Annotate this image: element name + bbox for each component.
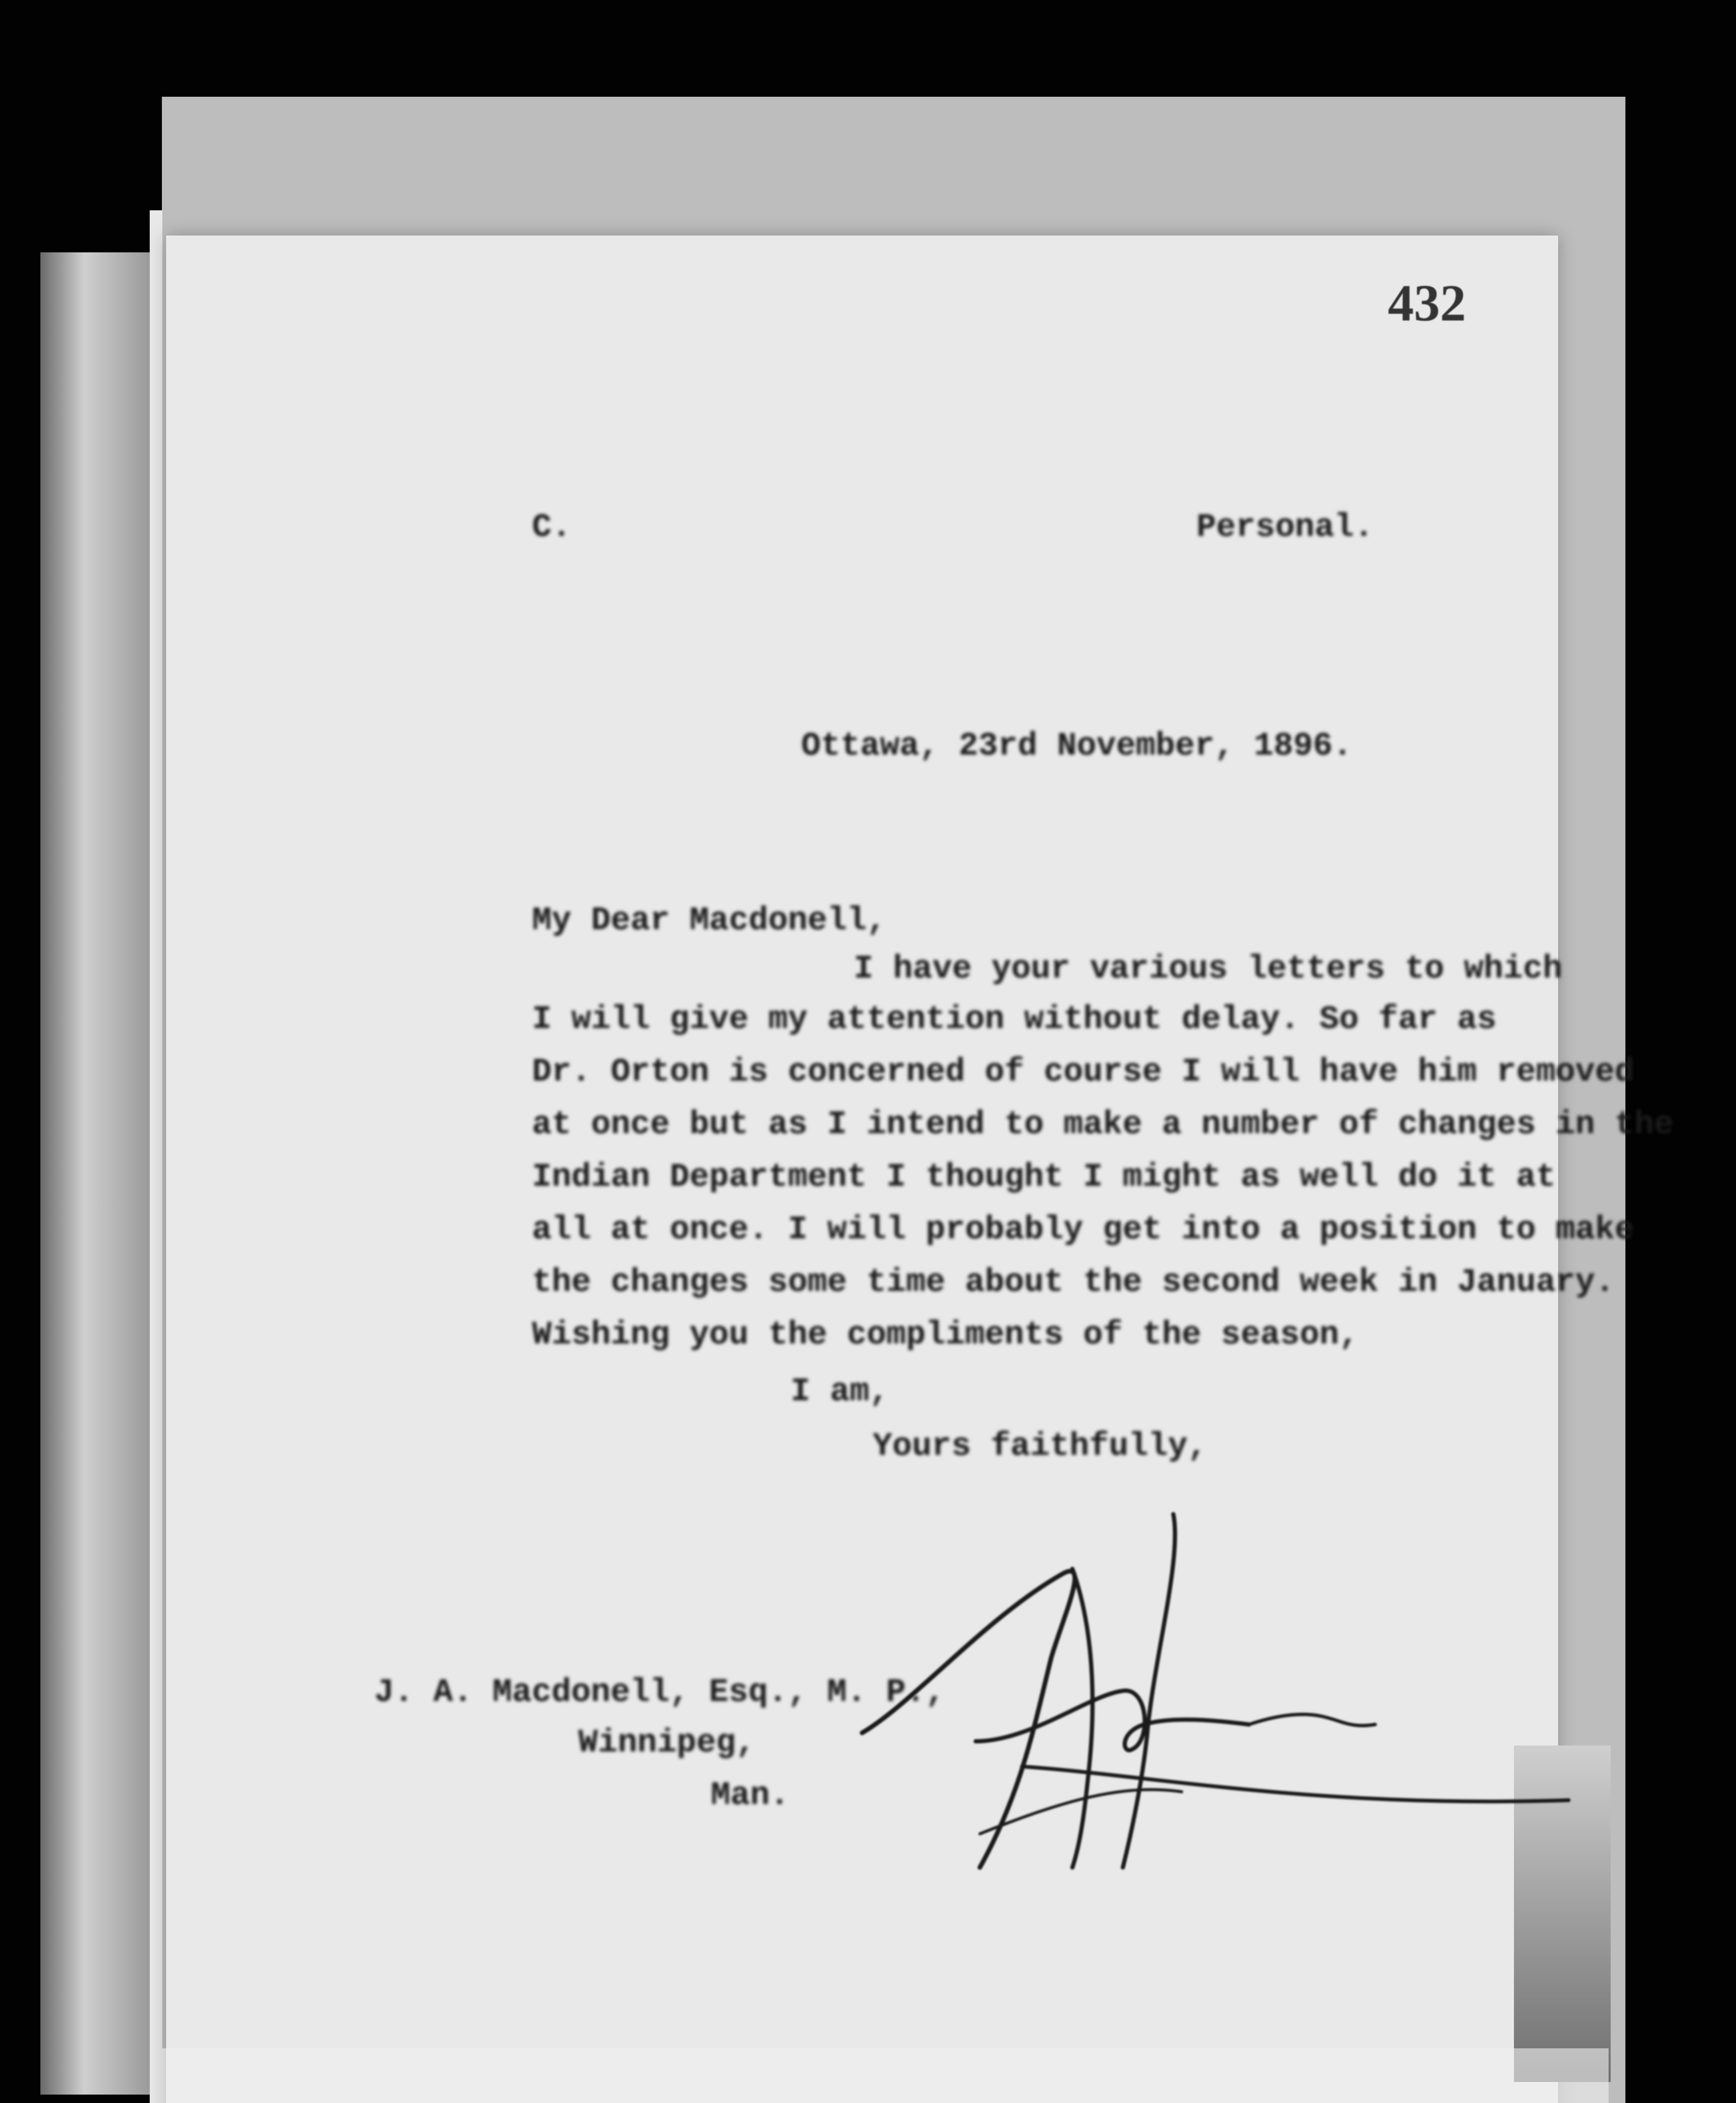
closing-i-am: I am, [791,1373,889,1410]
body-line: Wishing you the compliments of the season, [532,1316,1359,1353]
body-line: the changes some time about the second week in January. [532,1264,1615,1301]
body-line: Dr. Orton is concerned of course I will have him removed [532,1054,1635,1091]
dateline: Ottawa, 23rd November, 1896. [801,728,1352,765]
body-line: at once but as I intend to make a number of changes in the [532,1106,1674,1143]
body-line: Indian Department I thought I might as well do it at [532,1159,1556,1196]
body-line: I have your various letters to which [854,951,1563,988]
page-edge [150,210,162,2103]
file-code: C. [532,509,572,546]
addressee-province: Man. [711,1777,790,1814]
body-line: all at once. I will probably get into a position to make [532,1211,1635,1248]
closing-yours-faithfully: Yours faithfully, [873,1428,1207,1465]
addressee-city: Winnipeg, [578,1724,756,1761]
addressee-name: J. A. Macdonell, Esq., M. P., [374,1674,945,1711]
salutation: My Dear Macdonell, [532,902,887,939]
tissue-overlay [162,2048,1609,2103]
binding-strip [40,252,150,2095]
page-number: 432 [1388,274,1466,332]
personal-marking: Personal. [1196,509,1374,546]
body-line: I will give my attention without delay. So far as [532,1001,1497,1038]
handwritten-signature [854,1506,1577,1884]
